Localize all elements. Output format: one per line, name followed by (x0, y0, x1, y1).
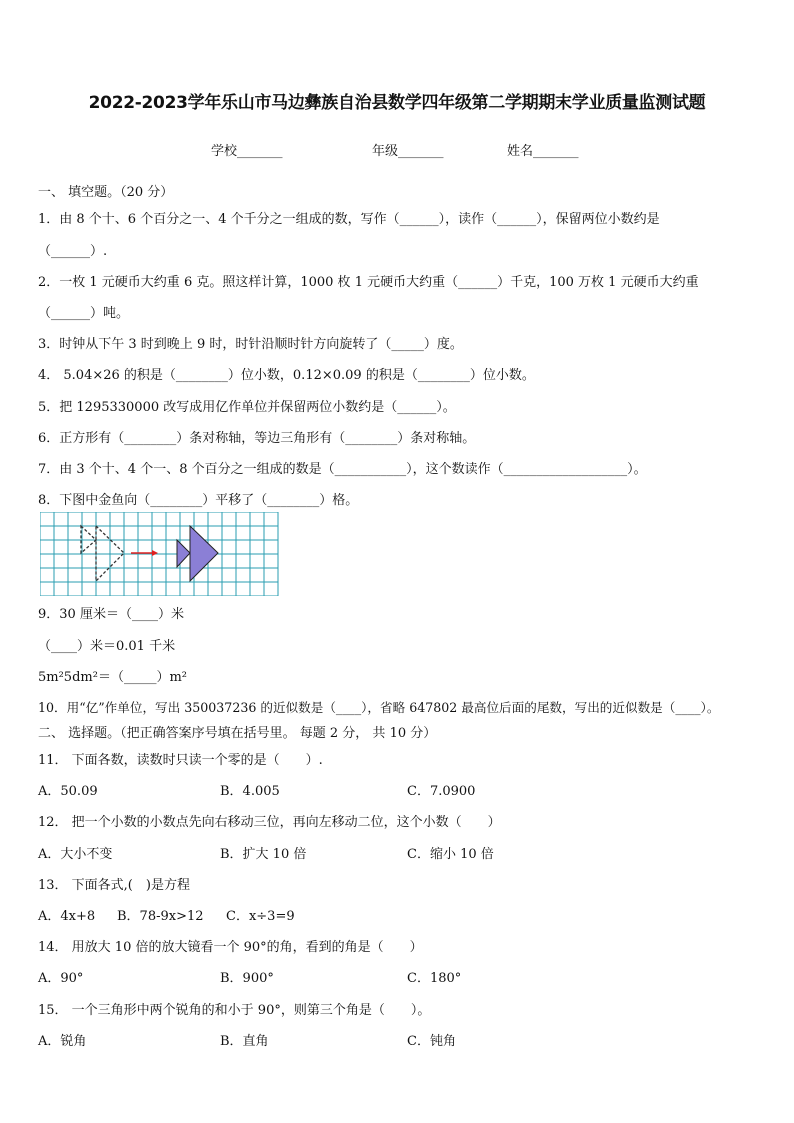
name-field[interactable]: 姓名_______ (507, 144, 579, 159)
question-6: 6．正方形有（________）条对称轴，等边三角形有（________）条对称轴。 (38, 431, 476, 446)
q13-option-b[interactable]: B．78-9x>12 (117, 909, 204, 924)
q11-option-c[interactable]: C．7.0900 (407, 784, 476, 799)
question-13: 13． 下面各式,( )是方程 (38, 878, 190, 893)
section-fill-heading: 一、 填空题。（20 分） (38, 185, 174, 200)
question-1-line-2: （______）. (38, 244, 108, 259)
question-11: 11． 下面各数，读数时只读一个零的是（ ）. (38, 753, 323, 768)
q11-option-b[interactable]: B．4.005 (220, 784, 280, 799)
question-15: 15． 一个三角形中两个锐角的和小于 90°，则第三个角是（ ）。 (38, 1003, 431, 1018)
exam-title: 2022-2023学年乐山市马边彝族自治县数学四年级第二学期期末学业质量监测试题 (88, 93, 706, 113)
grade-field[interactable]: 年级_______ (372, 144, 444, 159)
arrow-head (152, 550, 158, 556)
question-9-line-2: （____）米＝0.01 千米 (38, 639, 176, 654)
question-9-line-1: 9．30 厘米＝（____）米 (38, 607, 184, 622)
section-choice-heading: 二、 选择题。（把正确答案序号填在括号里。 每题 2 分， 共 10 分） (38, 726, 437, 741)
question-2-line-1: 2．一枚 1 元硬币大约重 6 克。照这样计算，1000 枚 1 元硬币大约重（______）千克，100 万枚 1 元硬币大约重 (38, 275, 699, 290)
question-10: 10．用“亿”作单位，写出 350037236 的近似数是（____），省略 647802 最高位后面的尾数，写出的近似数是（____）。 (38, 700, 720, 715)
question-4: 4． 5.04×26 的积是（________）位小数，0.12×0.09 的积是（________）位小数。 (38, 368, 535, 383)
q12-option-b[interactable]: B．扩大 10 倍 (220, 847, 307, 862)
q13-option-a[interactable]: A．4x+8 (38, 909, 96, 924)
q15-option-c[interactable]: C．钝角 (407, 1034, 456, 1049)
q11-option-a[interactable]: A．50.09 (38, 784, 98, 799)
fish-translated-tail (177, 540, 190, 567)
question-9-line-3: 5m²5dm²＝（_____）m² (38, 670, 187, 685)
question-5: 5．把 1295330000 改写成用亿作单位并保留两位小数约是（______）。 (38, 400, 456, 415)
q14-option-c[interactable]: C．180° (407, 971, 462, 986)
fish-translated-body (190, 526, 218, 581)
grid-lines (40, 512, 278, 596)
question-2-line-2: （______）吨。 (38, 306, 130, 321)
fish-translation-grid-figure (40, 512, 288, 596)
q14-option-b[interactable]: B．900° (220, 971, 274, 986)
school-field[interactable]: 学校_______ (211, 144, 283, 159)
q14-option-a[interactable]: A．90° (38, 971, 84, 986)
q12-option-a[interactable]: A．大小不变 (38, 847, 113, 862)
translation-arrow (131, 550, 158, 556)
q13-option-c[interactable]: C．x÷3=9 (226, 909, 295, 924)
question-3: 3．时钟从下午 3 时到晚上 9 时，时针沿顺时针方向旋转了（_____）度。 (38, 337, 463, 352)
q15-option-a[interactable]: A．锐角 (38, 1034, 87, 1049)
question-14: 14． 用放大 10 倍的放大镜看一个 90°的角，看到的角是（ ） (38, 940, 423, 955)
q12-option-c[interactable]: C．缩小 10 倍 (407, 847, 494, 862)
fish-translated-filled (177, 526, 218, 581)
question-7: 7．由 3 个十、4 个一、8 个百分之一组成的数是（___________），这个数读作（___________________）。 (38, 462, 647, 477)
question-8: 8．下图中金鱼向（________）平移了（________）格。 (38, 493, 359, 508)
question-1-line-1: 1．由 8 个十、6 个百分之一、4 个千分之一组成的数，写作（______），读作（______），保留两位小数约是 (38, 212, 660, 227)
question-12: 12． 把一个小数的小数点先向右移动三位，再向左移动二位，这个小数（ ） (38, 815, 501, 830)
q15-option-b[interactable]: B．直角 (220, 1034, 269, 1049)
